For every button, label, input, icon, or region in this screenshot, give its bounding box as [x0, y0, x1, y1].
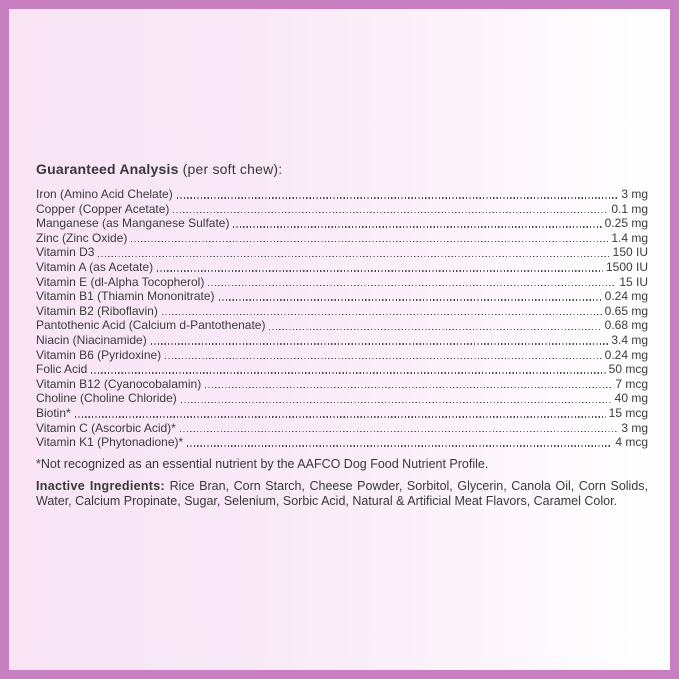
nutrient-name: Pantothenic Acid (Calcium d-Pantothenate) [36, 318, 266, 333]
nutrient-value: 0.25 mg [604, 216, 648, 231]
dot-leader [165, 358, 601, 359]
dot-leader [205, 387, 612, 388]
dot-leader [91, 372, 605, 373]
nutrient-name: Biotin* [36, 405, 71, 420]
nutrient-name: Vitamin C (Ascorbic Acid)* [36, 420, 176, 435]
inactive-ingredients-label: Inactive Ingredients: [36, 478, 165, 493]
nutrient-value: 0.24 mg [604, 347, 648, 362]
dot-leader [162, 314, 602, 315]
analysis-row [36, 275, 648, 290]
dot-leader [173, 212, 608, 213]
analysis-row [36, 348, 648, 363]
dot-leader [151, 343, 609, 344]
nutrient-value: 0.24 mg [604, 289, 648, 304]
analysis-row [36, 333, 648, 348]
dot-leader [208, 285, 616, 286]
nutrient-value: 40 mg [614, 391, 648, 406]
inactive-ingredients [36, 479, 648, 510]
dot-leader [75, 416, 606, 417]
dot-leader [181, 402, 612, 403]
heading-title: Guaranteed Analysis [36, 161, 179, 177]
nutrient-name: Vitamin D3 [36, 245, 95, 260]
nutrient-name: Zinc (Zinc Oxide) [36, 230, 128, 245]
nutrient-name: Niacin (Niacinamide) [36, 332, 147, 347]
nutrient-value: 3 mg [621, 187, 648, 201]
analysis-row [36, 231, 648, 246]
nutrient-value: 1500 IU [605, 259, 648, 274]
frame-top-shade [0, 0, 679, 3]
nutrient-name: Folic Acid [36, 362, 88, 377]
nutrient-name: Iron (Amino Acid Chelate) [36, 187, 173, 201]
label-content [36, 160, 648, 510]
nutrient-value: 4 mcg [615, 435, 648, 450]
dot-leader [180, 431, 618, 432]
analysis-row [36, 391, 648, 406]
nutrient-value: 15 mcg [608, 405, 648, 420]
aafco-footnote: *Not recognized as an essential nutrient by the AAFCO Dog Food Nutrient Profile. [36, 456, 489, 471]
analysis-row [36, 202, 648, 217]
dot-leader [269, 329, 601, 330]
dot-leader [219, 299, 602, 300]
nutrient-name: Vitamin B12 (Cyanocobalamin) [36, 376, 202, 391]
analysis-row [36, 187, 648, 202]
dot-leader [98, 256, 609, 257]
dot-leader [131, 241, 608, 242]
nutrient-name: Vitamin A (as Acetate) [36, 259, 154, 274]
nutrient-value: 1.4 mg [611, 230, 648, 245]
analysis-row [36, 304, 648, 319]
nutrient-name: Vitamin K1 (Phytonadione)* [36, 435, 184, 450]
analysis-row [36, 289, 648, 304]
nutrient-name: Choline (Choline Chloride) [36, 391, 177, 406]
dot-leader [187, 445, 612, 446]
nutrient-name: Vitamin B1 (Thiamin Mononitrate) [36, 289, 215, 304]
analysis-row [36, 216, 648, 231]
inactive-ingredients-text: Rice Bran, Corn Starch, Cheese Powder, Sorbitol, Glycerin, Canola Oil, Corn Solids, Water, Calcium Propinate, Sugar, Selenium, Sorbic Acid, Natural & Artificial Meat Flavors, Caramel Color. [36, 478, 649, 509]
nutrient-value: 3.4 mg [611, 332, 648, 347]
analysis-row [36, 435, 648, 450]
nutrient-value: 15 IU [619, 274, 648, 289]
nutrient-name: Vitamin B2 (Riboflavin) [36, 303, 158, 318]
heading-suffix: (per soft chew): [178, 161, 283, 177]
analysis-row [36, 406, 648, 421]
analysis-row [36, 362, 648, 377]
analysis-row [36, 245, 648, 260]
nutrient-name: Vitamin B6 (Pyridoxine) [36, 347, 162, 362]
guaranteed-analysis-heading [36, 160, 648, 178]
nutrient-name: Vitamin E (dl-Alpha Tocopherol) [36, 274, 205, 289]
nutrient-value: 0.65 mg [604, 303, 648, 318]
dot-leader [233, 226, 601, 227]
nutrient-value: 150 IU [612, 245, 648, 260]
nutrient-value: 3 mg [621, 420, 648, 435]
nutrient-value: 50 mcg [608, 362, 648, 377]
nutrient-value: 7 mcg [615, 376, 648, 391]
dot-leader [177, 197, 619, 198]
nutrient-value: 0.68 mg [604, 318, 648, 333]
analysis-row [36, 377, 648, 392]
nutrient-name: Manganese (as Manganese Sulfate) [36, 216, 230, 231]
analysis-row [36, 260, 648, 275]
analysis-rows [36, 187, 648, 450]
nutrient-value: 0.1 mg [611, 201, 648, 216]
analysis-row [36, 421, 648, 436]
dot-leader [157, 270, 603, 271]
nutrient-name: Copper (Copper Acetate) [36, 201, 170, 216]
analysis-row [36, 318, 648, 333]
